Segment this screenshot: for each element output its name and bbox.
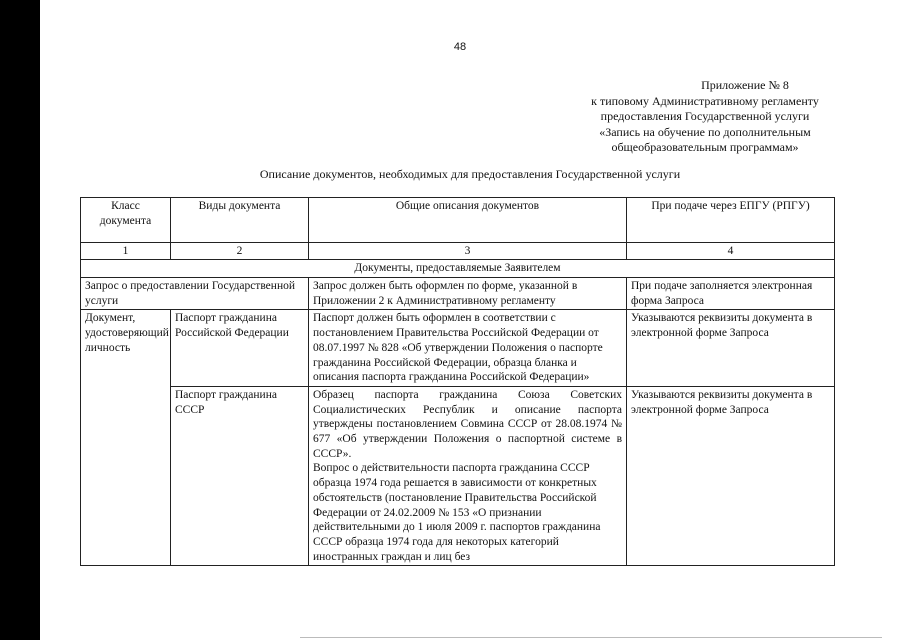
column-number: 2 <box>171 243 309 260</box>
scan-left-edge <box>0 0 40 640</box>
appendix-line: к типовому Административному регламенту <box>591 93 819 108</box>
description-paragraph: Вопрос о действительности паспорта гражданина СССР образца 1974 года решается в зависимости от конкретных обстоятельств (постановление Правительства Российской Федерации от 24.02.2009 № 153 «О признании действительными до 1 июля 2009 г. паспортов гражданина СССР образца 1974 года для некоторых категорий иностранных граждан и лиц без <box>313 462 601 563</box>
table-row <box>81 386 835 565</box>
appendix-line: Приложение № 8 <box>701 78 789 92</box>
appendix-line: «Запись на обучение по дополнительным <box>599 124 811 139</box>
scan-bottom-edge <box>300 637 882 638</box>
appendix-line: общеобразовательным программам» <box>611 140 799 154</box>
table-row <box>81 278 835 310</box>
appendix-header <box>560 78 850 156</box>
header-general-description: Общие описания документов <box>309 198 627 243</box>
header-document-kinds: Виды документа <box>171 198 309 243</box>
column-number: 4 <box>627 243 835 260</box>
kind-cell: Паспорт гражданина СССР <box>171 386 309 565</box>
header-epgu-submission: При подаче через ЕПГУ (РПГУ) <box>627 198 835 243</box>
column-number: 1 <box>81 243 171 260</box>
table-row <box>81 310 835 387</box>
identity-class-cell: Документ, удостоверяющий личность <box>81 310 171 566</box>
kind-cell: Паспорт гражданина Российской Федерации <box>171 310 309 387</box>
request-epgu-cell: При подаче заполняется электронная форма Запроса <box>627 278 835 310</box>
description-cell: Паспорт должен быть оформлен в соответствии с постановлением Правительства Российской Федерации от 08.07.1997 № 828 «Об утверждении Положения о паспорте гражданина Российской Федерации, образца бланка и описания паспорта гражданина Российской Федерации» <box>309 310 627 387</box>
epgu-cell: Указываются реквизиты документа в электронной форме Запроса <box>627 310 835 387</box>
request-class-cell: Запрос о предоставлении Государственной услуги <box>81 278 309 310</box>
section-row <box>81 260 835 278</box>
column-number-row <box>81 243 835 260</box>
description-paragraph: Образец паспорта гражданина Союза Советских Социалистических Республик и описание паспорта утверждены постановлением Совмина СССР от 28.08.1974 № 677 «Об утверждении Положения о паспортной системе в СССР». <box>313 388 622 460</box>
table-header-row <box>81 198 835 243</box>
epgu-cell: Указываются реквизиты документа в электронной форме Запроса <box>627 386 835 565</box>
header-document-class: Класс документа <box>81 198 171 243</box>
description-cell <box>309 386 627 565</box>
column-number: 3 <box>309 243 627 260</box>
section-title: Документы, предоставляемые Заявителем <box>81 260 835 278</box>
document-title: Описание документов, необходимых для предоставления Государственной услуги <box>259 167 681 181</box>
appendix-line: предоставления Государственной услуги <box>600 109 810 123</box>
page-number: 48 <box>453 41 467 53</box>
documents-table <box>80 197 835 566</box>
request-description-cell: Запрос должен быть оформлен по форме, указанной в Приложении 2 к Административному регламенту <box>309 278 627 310</box>
